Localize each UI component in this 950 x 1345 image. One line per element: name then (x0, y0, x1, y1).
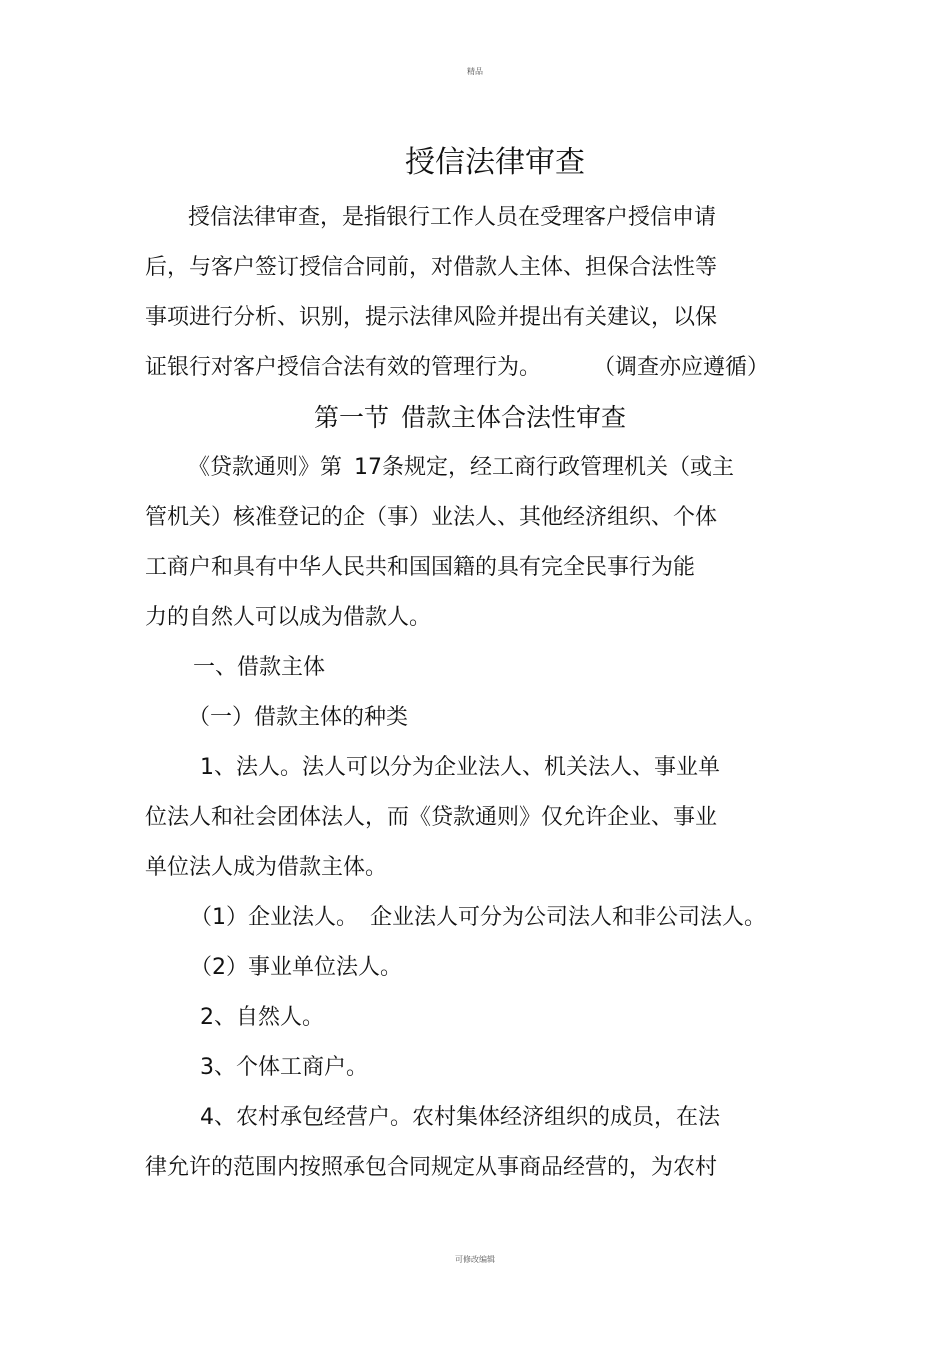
document-title: 授信法律审查 (405, 145, 585, 180)
rule-line-1 (188, 453, 734, 483)
sub-item-2: （2）事业单位法人。 (190, 955, 402, 980)
item-3: 3、个体工商户。 (200, 1055, 368, 1080)
rule-line-1b: 17条规定，经工商行政管理机关（或主 (354, 455, 735, 480)
intro-line-3: 事项进行分析、识别，提示法律风险并提出有关建议，以保 (145, 305, 718, 330)
heading-borrower-subject: 一、借款主体 (193, 655, 326, 680)
intro-note: （调查亦应遵循） (593, 355, 770, 380)
item-1-line-1: 1、法人。法人可以分为企业法人、机关法人、事业单 (200, 755, 720, 780)
item-4-line-2: 律允许的范围内按照承包合同规定从事商品经营的，为农村 (145, 1155, 718, 1180)
rule-line-3: 工商户和具有中华人民共和国国籍的具有完全民事行为能 (145, 555, 696, 580)
footer-mark: 可修改编辑 (455, 1255, 495, 1264)
item-1-line-2: 位法人和社会团体法人，而《贷款通则》仅允许企业、事业 (145, 805, 718, 830)
sub-item-1-text: 企业法人可分为公司法人和非公司法人。 (370, 905, 767, 930)
section-heading: 借款主体合法性审查 (401, 403, 627, 432)
item-1-line-3: 单位法人成为借款主体。 (145, 855, 388, 880)
item-2: 2、自然人。 (200, 1005, 324, 1030)
sub-item-1-label: （1）企业法人。 (190, 905, 358, 930)
intro-line-4 (145, 353, 769, 383)
intro-line-1: 授信法律审查，是指银行工作人员在受理客户授信申请 (188, 205, 717, 230)
header-mark: 精品 (467, 67, 483, 76)
intro-line-4-text: 证银行对客户授信合法有效的管理行为。 (145, 355, 542, 380)
section-title (0, 402, 940, 434)
section-label: 第一节 (313, 403, 389, 432)
subheading-borrower-types: （一）借款主体的种类 (188, 705, 409, 730)
intro-line-2: 后，与客户签订授信合同前，对借款人主体、担保合法性等 (145, 255, 718, 280)
rule-line-1a: 《贷款通则》第 (188, 455, 343, 480)
rule-line-2: 管机关）核准登记的企（事）业法人、其他经济组织、个体 (145, 505, 718, 530)
rule-line-4: 力的自然人可以成为借款人。 (145, 605, 432, 630)
item-4-line-1: 4、农村承包经营户。农村集体经济组织的成员，在法 (200, 1105, 720, 1130)
sub-item-1 (190, 903, 766, 933)
